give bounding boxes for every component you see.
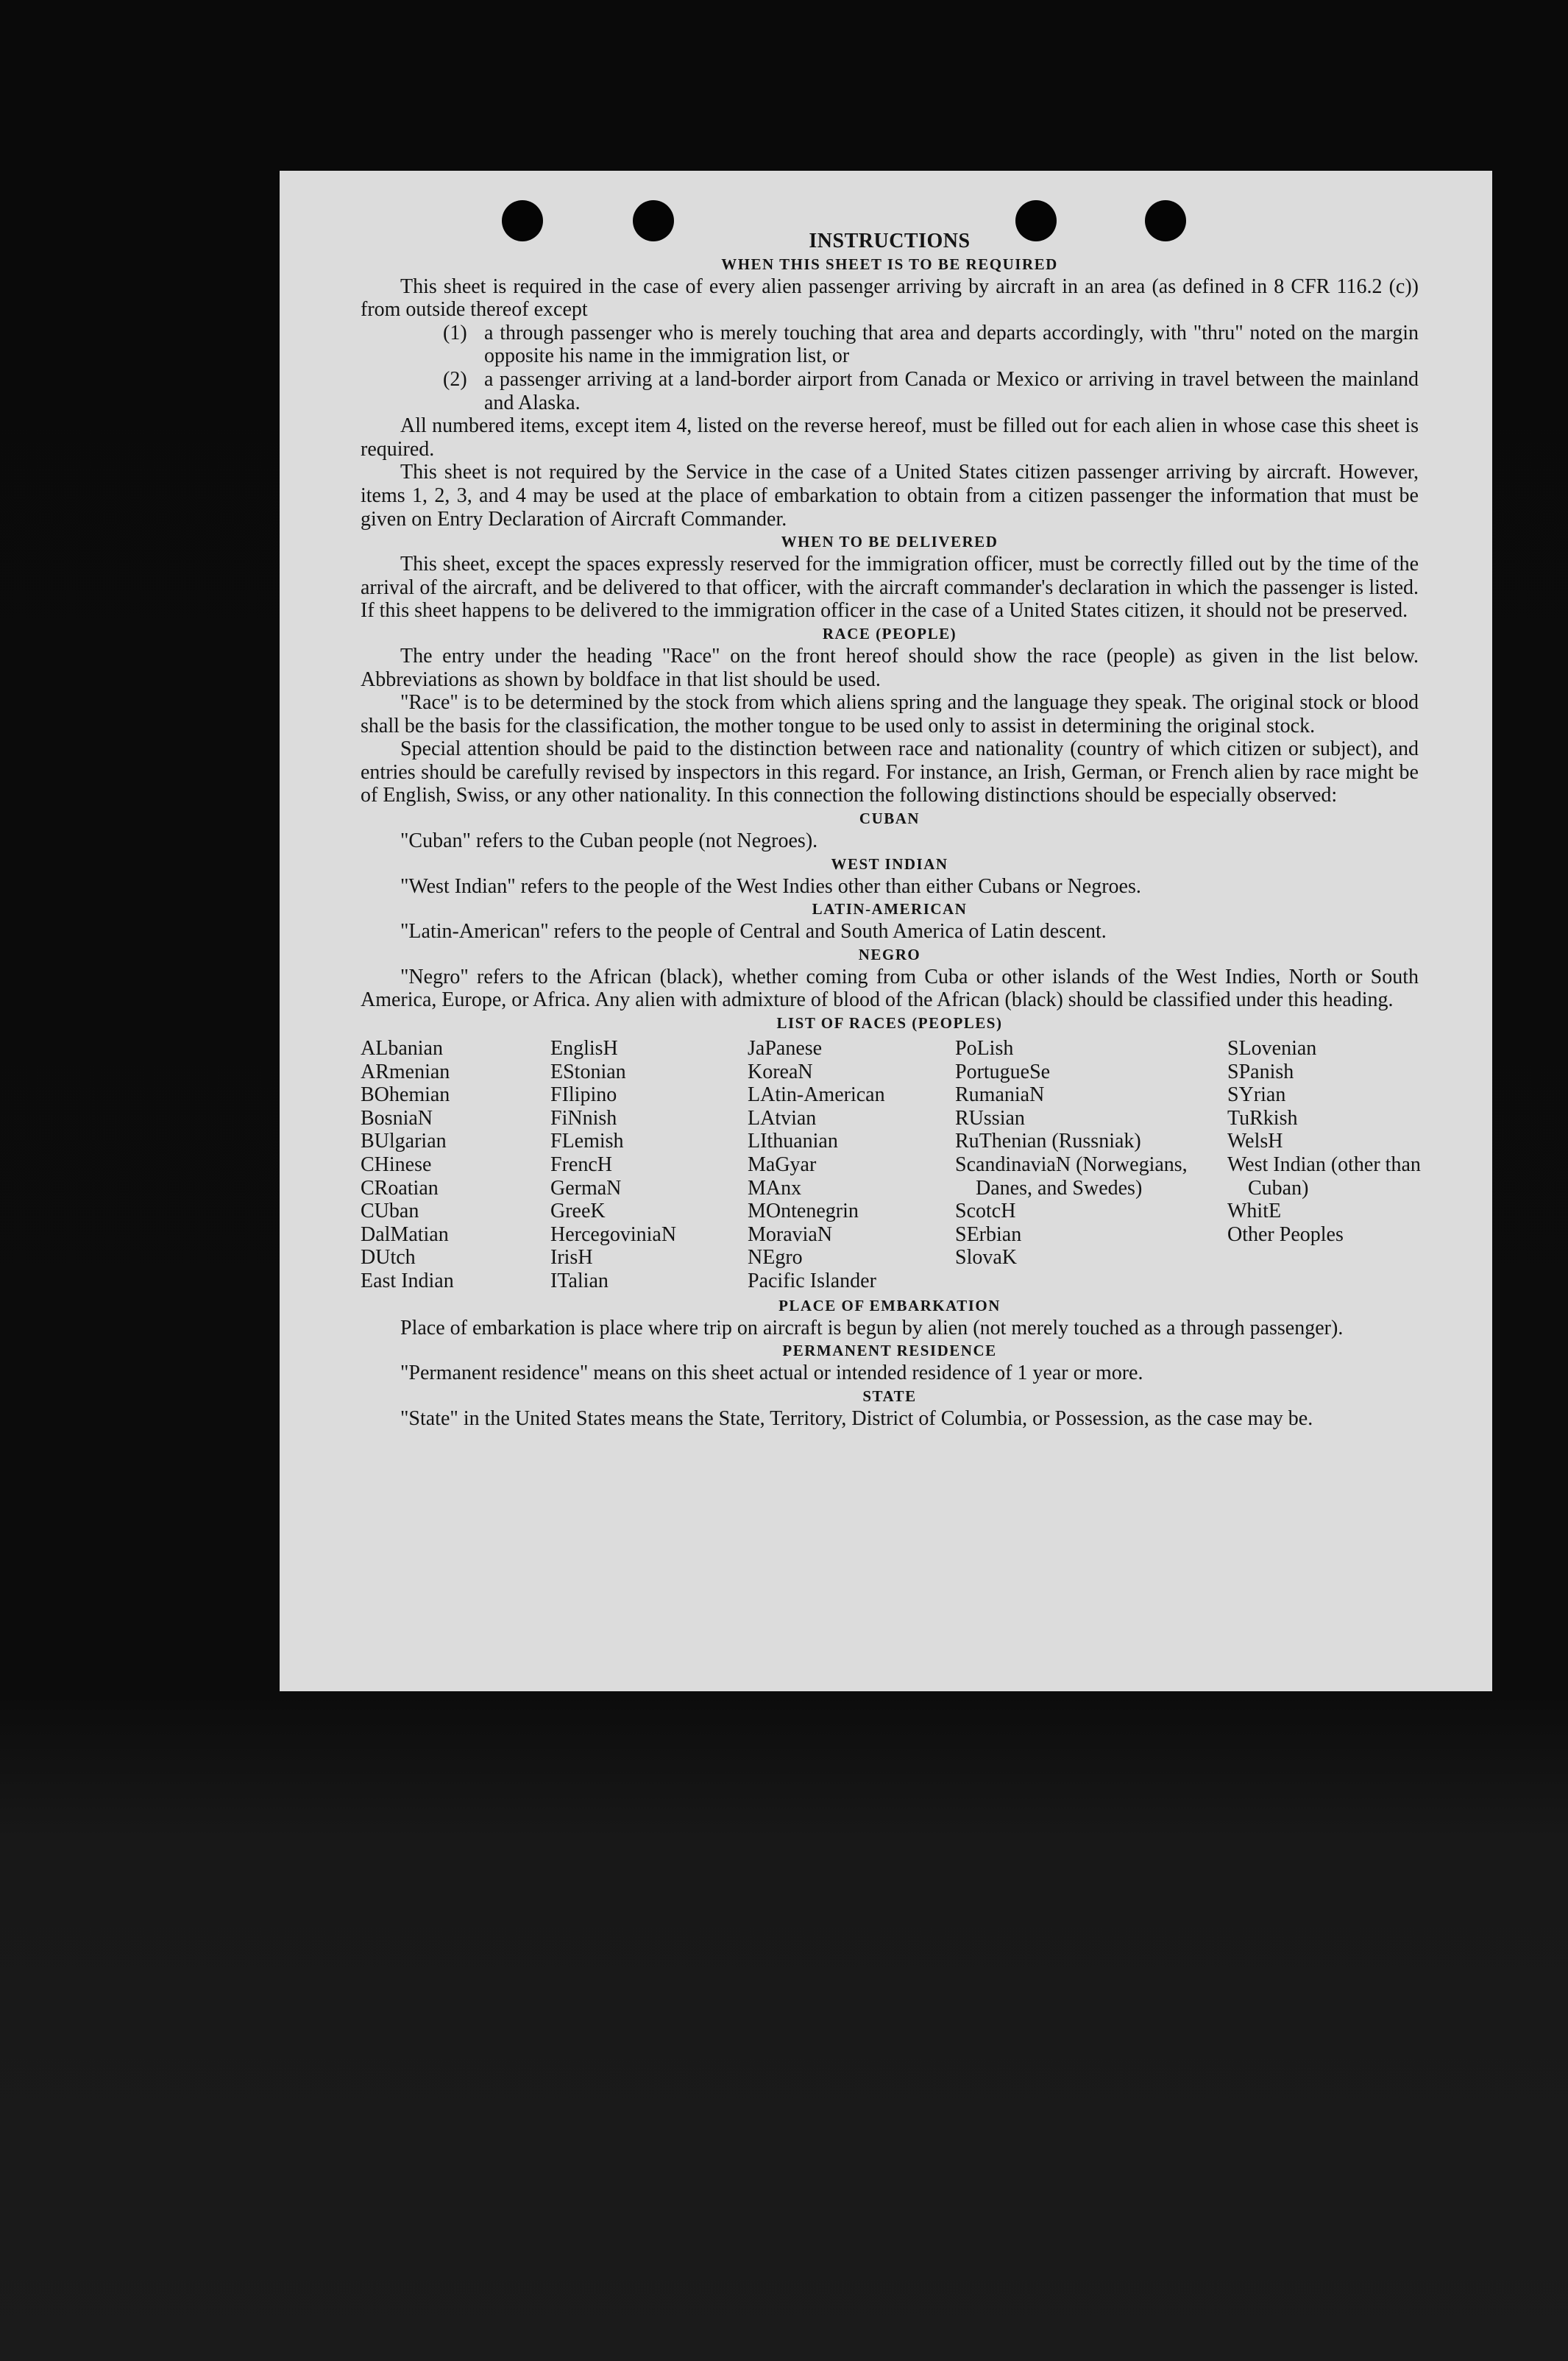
heading-latin-american: LATIN-AMERICAN: [812, 900, 968, 918]
heading-cuban: CUBAN: [859, 810, 920, 828]
paragraph: "Permanent residence" means on this sheet actual or intended residence of 1 year or more.: [400, 1362, 1143, 1385]
races-column-2: [550, 1037, 748, 1293]
race-entry: SlovaK: [955, 1246, 1017, 1270]
heading-race: RACE (PEOPLE): [822, 624, 957, 643]
race-entry: SYrian: [1227, 1083, 1286, 1107]
item-number: (2): [443, 367, 467, 391]
race-entry: SLovenian: [1227, 1037, 1317, 1061]
paragraph: "Latin-American" refers to the people of Central and South America of Latin descent.: [400, 920, 1107, 944]
race-entry: BUlgarian: [361, 1130, 447, 1153]
races-column-5: [1227, 1037, 1426, 1293]
races-column-3: [748, 1037, 955, 1293]
race-entry: SErbian: [955, 1222, 1022, 1246]
instruction-sheet: [280, 171, 1492, 1691]
race-entry: FiNnish: [550, 1106, 617, 1130]
race-entry: BosniaN: [361, 1106, 433, 1130]
paragraph: Special attention should be paid to the distinction between race and nationality (country of which citizen or subject), and entries should be carefully revised by inspectors in this regard. For instance, an Irish, German, or French alien by race might be of English, Swiss, or any other nationality. In this connection the following distinctions should be especially observed:: [361, 737, 1419, 807]
heading-list-of-races: LIST OF RACES (PEOPLES): [776, 1014, 1003, 1033]
race-entry: SPanish: [1227, 1060, 1294, 1083]
paragraph: Place of embarkation is place where trip on aircraft is begun by alien (not merely touched as a through passenger).: [400, 1316, 1344, 1339]
race-entry: ITalian: [550, 1269, 609, 1292]
race-entry: East Indian: [361, 1269, 454, 1292]
race-entry: EStonian: [550, 1060, 626, 1083]
race-entry: FLemish: [550, 1130, 624, 1153]
item-number: (1): [443, 321, 467, 344]
race-entry: JaPanese: [748, 1037, 823, 1061]
race-entry: RuThenian (Russniak): [955, 1130, 1141, 1153]
page-title: INSTRUCTIONS: [809, 230, 971, 252]
race-entry: HercegoviniaN: [550, 1222, 677, 1246]
paragraph: This sheet is not required by the Service in the case of a United States citizen passenger arriving by aircraft. However, items 1, 2, 3, and 4 may be used at the place of embarkation to obtain from a citizen passenger the information that must be given on Entry Declaration of Aircraft Commander.: [361, 461, 1419, 531]
heading-negro: NEGRO: [858, 945, 921, 963]
race-entry: ScandinaviaN (Norwegians, Danes, and Swedes): [955, 1153, 1188, 1200]
race-entry: RumaniaN: [955, 1083, 1045, 1107]
heading-west-indian: WEST INDIAN: [831, 854, 948, 873]
paragraph: "Negro" refers to the African (black), whether coming from Cuba or other islands of the West Indies, North or South America, Europe, or Africa. Any alien with admixture of blood of the African (black) should be classified under this heading.: [361, 965, 1419, 1012]
race-entry: MOntenegrin: [748, 1200, 859, 1223]
race-entry: IrisH: [550, 1246, 593, 1270]
race-entry: FIlipino: [550, 1083, 617, 1107]
race-entry: RUssian: [955, 1106, 1025, 1130]
race-entry: CUban: [361, 1200, 419, 1223]
race-entry: PoLish: [955, 1037, 1014, 1061]
race-entry: EnglisH: [550, 1037, 618, 1061]
paragraph: The entry under the heading "Race" on the front hereof should show the race (people) as given in the list below. Abbreviations as shown by boldface in that list should be used.: [361, 644, 1419, 691]
heading-when-delivered: WHEN TO BE DELIVERED: [781, 533, 998, 551]
heading-state: STATE: [862, 1387, 917, 1405]
race-entry: DUtch: [361, 1246, 416, 1270]
race-entry: LIthuanian: [748, 1130, 838, 1153]
heading-when-required: WHEN THIS SHEET IS TO BE REQUIRED: [721, 255, 1058, 273]
race-entry: West Indian (other than Cuban): [1227, 1153, 1421, 1200]
race-entry: DalMatian: [361, 1222, 449, 1246]
races-column-4: [955, 1037, 1227, 1293]
race-entry: KoreaN: [748, 1060, 813, 1083]
race-entry: Other Peoples: [1227, 1222, 1344, 1246]
item-text: a through passenger who is merely touching that area and departs accordingly, with "thru" noted on the margin opposite his name in the immigration list, or: [484, 321, 1419, 368]
exception-item-1: [361, 322, 1419, 368]
race-entry: LAtin-American: [748, 1083, 885, 1107]
race-entry: ALbanian: [361, 1037, 443, 1061]
sheet-content: [361, 230, 1419, 1430]
race-entry: Pacific Islander: [748, 1269, 876, 1292]
paragraph: This sheet, except the spaces expressly reserved for the immigration officer, must be correctly filled out by the time of the arrival of the aircraft, and be delivered to that officer, with the aircraft commander's declaration in which the passenger is listed. If this sheet happens to be delivered to the immigration officer in the case of a United States citizen, it should not be preserved.: [361, 553, 1419, 623]
race-entry: LAtvian: [748, 1106, 817, 1130]
race-entry: GreeK: [550, 1200, 606, 1223]
paragraph: "West Indian" refers to the people of the West Indies other than either Cubans or Negroes.: [400, 874, 1141, 898]
paragraph: "Race" is to be determined by the stock from which aliens spring and the language they speak. The original stock or blood shall be the basis for the classification, the mother tongue to be used only to assist in determining the original stock.: [361, 691, 1419, 737]
race-entry: FrencH: [550, 1153, 612, 1176]
race-entry: PortugueSe: [955, 1060, 1051, 1083]
race-entry: TuRkish: [1227, 1106, 1298, 1130]
race-entry: MAnx: [748, 1176, 802, 1200]
race-entry: ScotcH: [955, 1200, 1016, 1223]
race-entry: MoraviaN: [748, 1222, 833, 1246]
paragraph: "State" in the United States means the State, Territory, District of Columbia, or Possession, as the case may be.: [400, 1406, 1313, 1430]
races-column-1: [361, 1037, 550, 1293]
paragraph: All numbered items, except item 4, listed on the reverse hereof, must be filled out for each alien in whose case this sheet is required.: [361, 414, 1419, 461]
race-entry: CRoatian: [361, 1176, 439, 1200]
heading-embarkation: PLACE OF EMBARKATION: [778, 1296, 1001, 1314]
race-entry: CHinese: [361, 1153, 432, 1176]
paragraph: This sheet is required in the case of every alien passenger arriving by aircraft in an area (as defined in 8 CFR 116.2 (c)) from outside thereof except: [361, 275, 1419, 322]
race-entry: BOhemian: [361, 1083, 450, 1107]
race-entry: MaGyar: [748, 1153, 817, 1176]
race-entry: NEgro: [748, 1246, 803, 1270]
item-text: a passenger arriving at a land-border airport from Canada or Mexico or arriving in travel between the mainland and Alaska.: [484, 367, 1419, 414]
exception-item-2: [361, 368, 1419, 414]
paragraph: "Cuban" refers to the Cuban people (not Negroes).: [400, 829, 818, 853]
race-entry: WelsH: [1227, 1130, 1283, 1153]
race-entry: WhitE: [1227, 1200, 1282, 1223]
race-entry: GermaN: [550, 1176, 622, 1200]
heading-permanent-residence: PERMANENT RESIDENCE: [782, 1342, 997, 1360]
races-list: [361, 1037, 1419, 1293]
race-entry: ARmenian: [361, 1060, 450, 1083]
